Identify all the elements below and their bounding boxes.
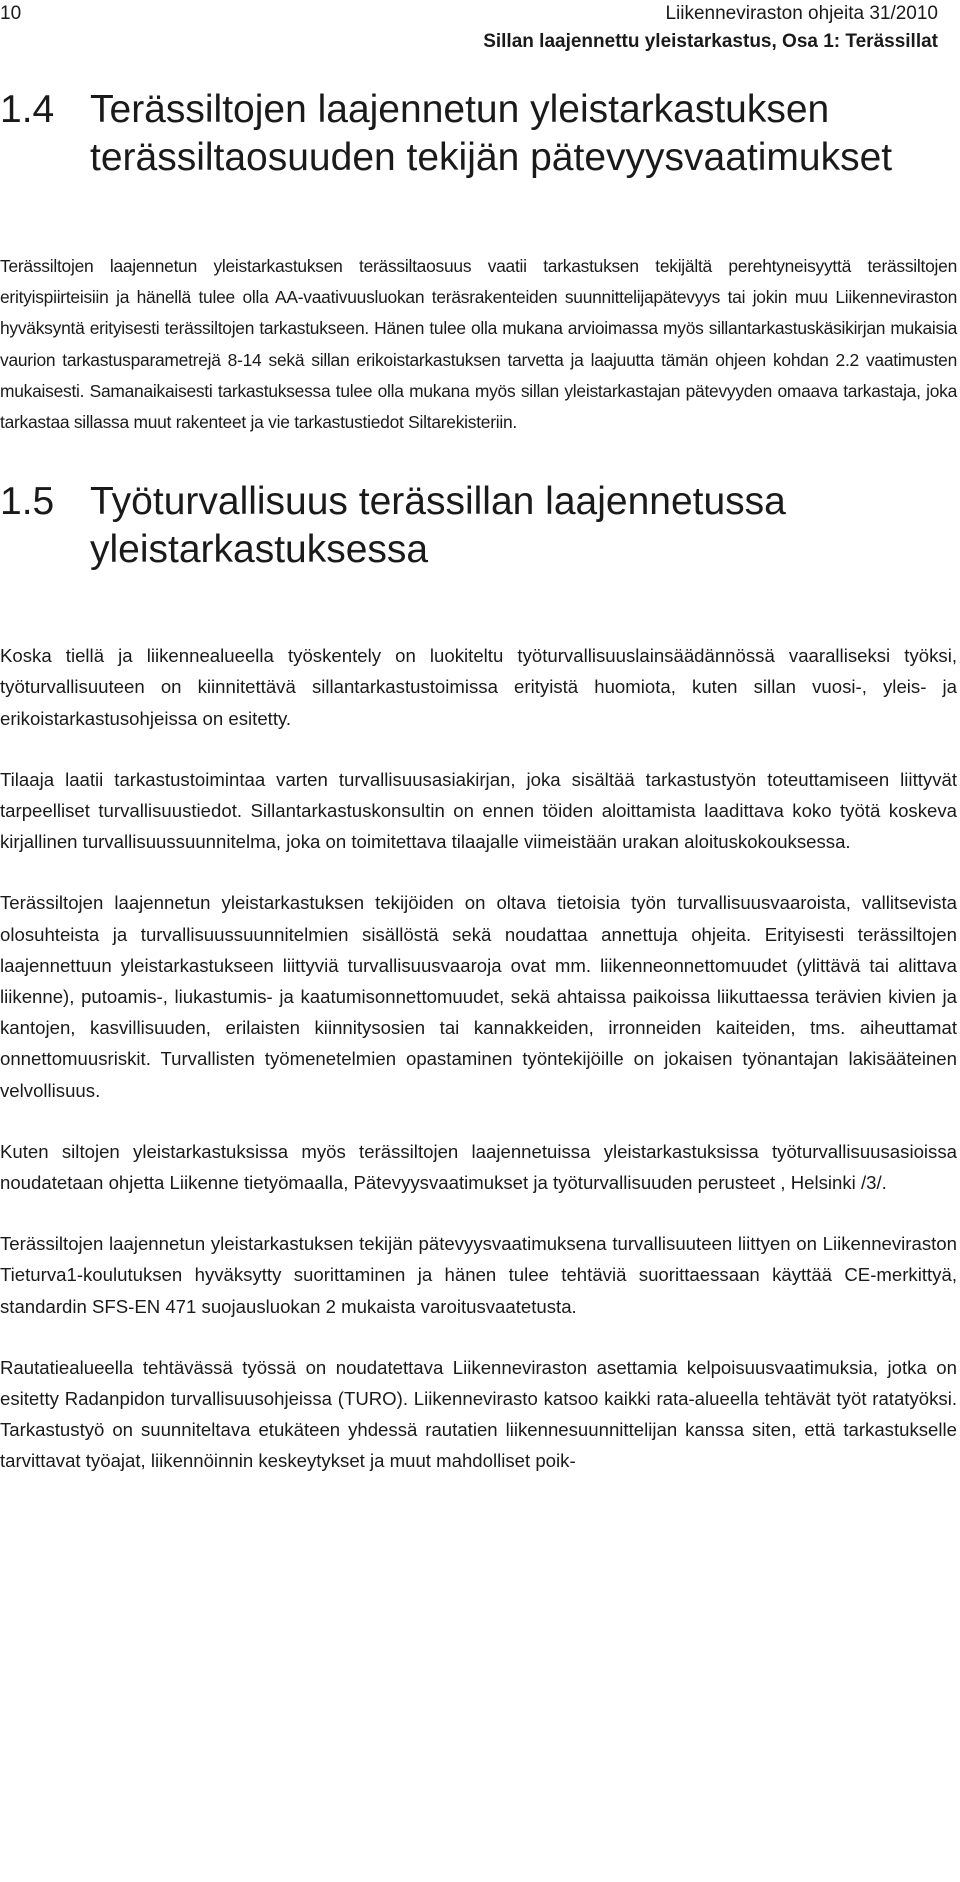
body-paragraph: Terässiltojen laajennetun yleistarkastuksen tekijöiden on oltava tietoisia työn turvallisuusvaaroista, vallitsevista olosuhteista ja turvallisuussuunnitelmien sisällöstä sekä noudattaa annettuja ohjeita. Erityisesti terässiltojen laajennettuun yleistarkastukseen liittyviä turvallisuusvaaroja ovat mm. liikenneonnettomuudet (ylittävä tai alittava liikenne), putoamis-, liukastumis- ja kaatumisonnettomuudet, sekä ahtaissa paikoissa liikuttaessa terävien kivien ja kantojen, kasvillisuuden, erilaisten kiinnitysosien tai kannakkeiden, irronneiden kaiteiden, tms. aiheuttamat onnettomuusriskit. Turvallisten työmenetelmien opastaminen työntekijöille on jokaisen työnantajan lakisääteinen velvollisuus. <box>0 892 957 1101</box>
section-heading <box>0 86 940 182</box>
section-title: Työturvallisuus terässillan laajennetussa yleistarkastuksessa <box>90 480 786 572</box>
section-number: 1.4 <box>0 88 55 131</box>
body-paragraph: Terässiltojen laajennetun yleistarkastuksen tekijän pätevyysvaatimuksena turvallisuuteen liittyen on Liikenneviraston Tieturva1-koulutuksen hyväksytty suorittaminen ja hänen tulee tehtäviä suorittaessaan käyttää CE-merkittyä, standardin SFS-EN 471 suojausluokan 2 mukaista varoitusvaatetusta. <box>0 1233 957 1317</box>
section-title: Terässiltojen laajennetun yleistarkastuksen terässiltaosuuden tekijän pätevyysvaatimukset <box>90 88 893 179</box>
section-1-4 <box>0 86 957 438</box>
document-title: Sillan laajennettu yleistarkastus, Osa 1: Terässillat <box>483 31 938 52</box>
body-paragraph: Rautatiealueella tehtävässä työssä on noudatettava Liikenneviraston asettamia kelpoisuusvaatimuksia, jotka on esitetty Radanpidon turvallisuusohjeissa (TURO). Liikennevirasto katsoo kaikki rata-alueella tehtävät työt ratatyöksi. Tarkastustyö on suunniteltava etukäteen yhdessä rautatien liikennesuunnittelijan kanssa siten, että tarkastukselle tarvittavat työajat, liikennöinnin keskeytykset ja muut mahdolliset poik- <box>0 1356 957 1472</box>
header-meta <box>483 0 938 56</box>
page-header <box>0 0 940 64</box>
section-heading <box>0 478 940 574</box>
body-paragraph: Tilaaja laatii tarkastustoimintaa varten turvallisuusasiakirjan, joka sisältää tarkastustyön toteuttamiseen liittyvät tarpeelliset turvallisuustiedot. Sillantarkastuskonsultin on ennen töiden aloittamista laadittava koko työtä koskeva kirjallinen turvallisuussuunnitelma, joka on toimitettava tilaajalle viimeistään urakan aloituskokouksessa. <box>0 768 957 853</box>
section-number: 1.5 <box>0 480 55 524</box>
body-paragraph: Kuten siltojen yleistarkastuksissa myös terässiltojen laajennetuissa yleistarkastuksissa työturvallisuusasioissa noudatetaan ohjetta Liikenne tietyömaalla, Pätevyysvaatimukset ja työturvallisuuden perusteet , Helsinki /3/. <box>0 1140 957 1194</box>
body-paragraph: Terässiltojen laajennetun yleistarkastuksen terässiltaosuus vaatii tarkastuksen tekijältä perehtyneisyyttä terässiltojen erityispiirteisiin ja hänellä tulee olla AA-vaativuusluokan teräsrakenteiden suunnittelijapätevyys tai jokin muu Liikenneviraston hyväksyntä erityisesti terässiltojen tarkastukseen. Hänen tulee olla mukana arvioimassa myös sillantarkastuskäsikirjan mukaisia vaurion tarkastusparametrejä 8-14 sekä sillan erikoistarkastuksen tarvetta ja laajuutta tämän ohjeen kohdan 2.2 vaatimusten mukaisesti. Samanaikaisesti tarkastuksessa tulee olla mukana myös sillan yleistarkastajan pätevyyden omaava tarkastaja, joka tarkastaa sillassa muut rakenteet ja vie tarkastustiedot Siltarekisteriin. <box>0 256 957 433</box>
section-1-5 <box>0 478 957 1476</box>
page-number: 10 <box>0 3 22 24</box>
publisher-series: Liikenneviraston ohjeita 31/2010 <box>665 3 938 24</box>
body-paragraph: Koska tiellä ja liikennealueella työskentely on luokiteltu työturvallisuuslainsäädännössä vaaralliseksi työksi, työturvallisuuteen on kiinnitettävä sillantarkastustoimissa erityistä huomiota, kuten sillan vuosi-, yleis- ja erikoistarkastusohjeissa on esitetty. <box>0 645 957 729</box>
